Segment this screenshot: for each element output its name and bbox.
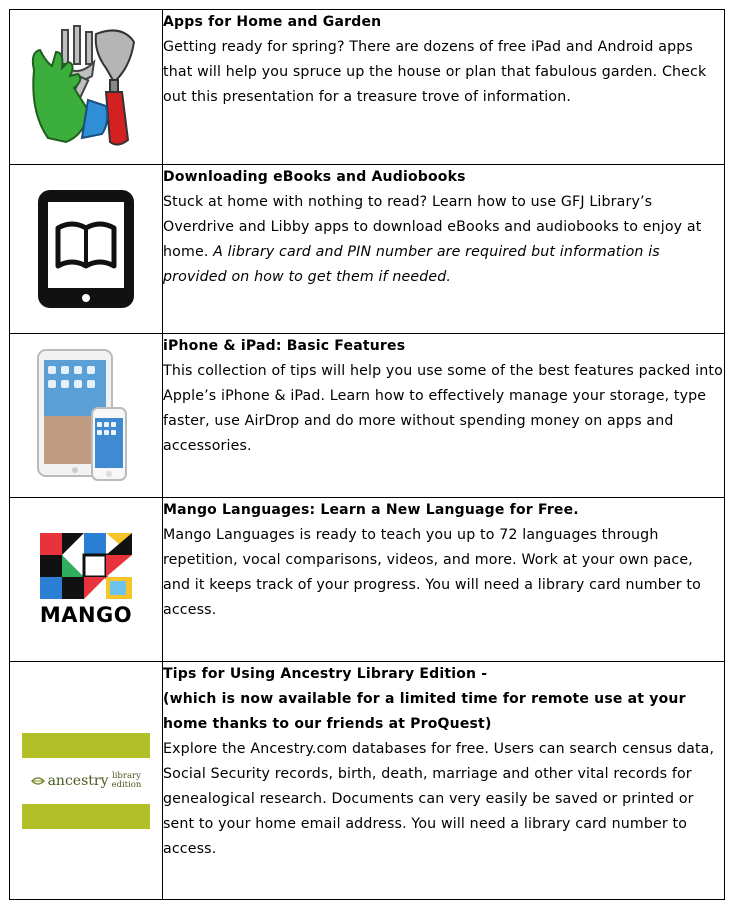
item-title: Apps for Home and Garden bbox=[163, 14, 382, 30]
table-row bbox=[10, 498, 725, 662]
italic-note: A library card and PIN number are required but information is provided on how to get them if needed. bbox=[163, 244, 660, 285]
ancestry-logo-icon bbox=[22, 733, 150, 829]
item-title: Downloading eBooks and Audiobooks bbox=[163, 169, 466, 185]
table-row bbox=[10, 662, 725, 900]
table-row bbox=[10, 10, 725, 165]
image-cell bbox=[10, 498, 163, 662]
text-cell bbox=[163, 10, 725, 165]
mango-logo-text: MANGO bbox=[39, 602, 133, 627]
item-title: Tips for Using Ancestry Library Edition - bbox=[163, 666, 488, 682]
item-description: Explore the Ancestry.com databases for free. Users can search census data, Social Security records, birth, death, marriage and other vital records for genealogical research. Documents can very easily be saved or printed or sent to your home email address. You will need a library card number to access. bbox=[163, 741, 715, 857]
image-cell bbox=[10, 165, 163, 334]
text-cell bbox=[163, 662, 725, 900]
text-cell bbox=[163, 165, 725, 334]
ancestry-logo-word: ancestry bbox=[47, 772, 109, 789]
image-cell bbox=[10, 662, 163, 900]
table-row bbox=[10, 334, 725, 498]
item-description: Mango Languages is ready to teach you up to 72 languages through repetition, vocal comparisons, videos, and more. Work at your own pace, and it keeps track of your progress. You will need a library card number to access. bbox=[163, 527, 701, 618]
image-cell bbox=[10, 10, 163, 165]
text-cell bbox=[163, 498, 725, 662]
item-description: This collection of tips will help you use some of the best features packed into Apple’s iPhone & iPad. Learn how to effectively manage your storage, type faster, use AirDrop and do more without spending money on apps and accessories. bbox=[163, 363, 723, 454]
item-description: Getting ready for spring? There are dozens of free iPad and Android apps that will help you spruce up the house or plan that fabulous garden. Check out this presentation for a treasure trove of information. bbox=[163, 39, 707, 105]
mango-logo-icon bbox=[40, 533, 132, 599]
item-title: iPhone & iPad: Basic Features bbox=[163, 338, 406, 354]
item-description: Stuck at home with nothing to read? Learn how to use GFJ Library’s Overdrive and Libby apps to download eBooks and audiobooks to enjoy at home. A library card and PIN number are required but information is provided on how to get them if needed. bbox=[163, 194, 702, 285]
resource-table bbox=[9, 9, 725, 900]
gardening-tools-icon bbox=[26, 22, 146, 152]
ancestry-logo-inner bbox=[22, 758, 150, 804]
image-cell bbox=[10, 334, 163, 498]
ebook-tablet-icon bbox=[36, 188, 136, 310]
table-row bbox=[10, 165, 725, 334]
ancestry-logo-subtitle: library edition bbox=[111, 770, 142, 790]
text-cell bbox=[163, 334, 725, 498]
item-subtitle: (which is now available for a limited time for remote use at your home thanks to our friends at ProQuest) bbox=[163, 691, 686, 732]
iphone-ipad-icon bbox=[36, 346, 136, 486]
leaf-icon bbox=[31, 774, 45, 788]
item-title: Mango Languages: Learn a New Language for Free. bbox=[163, 502, 579, 518]
